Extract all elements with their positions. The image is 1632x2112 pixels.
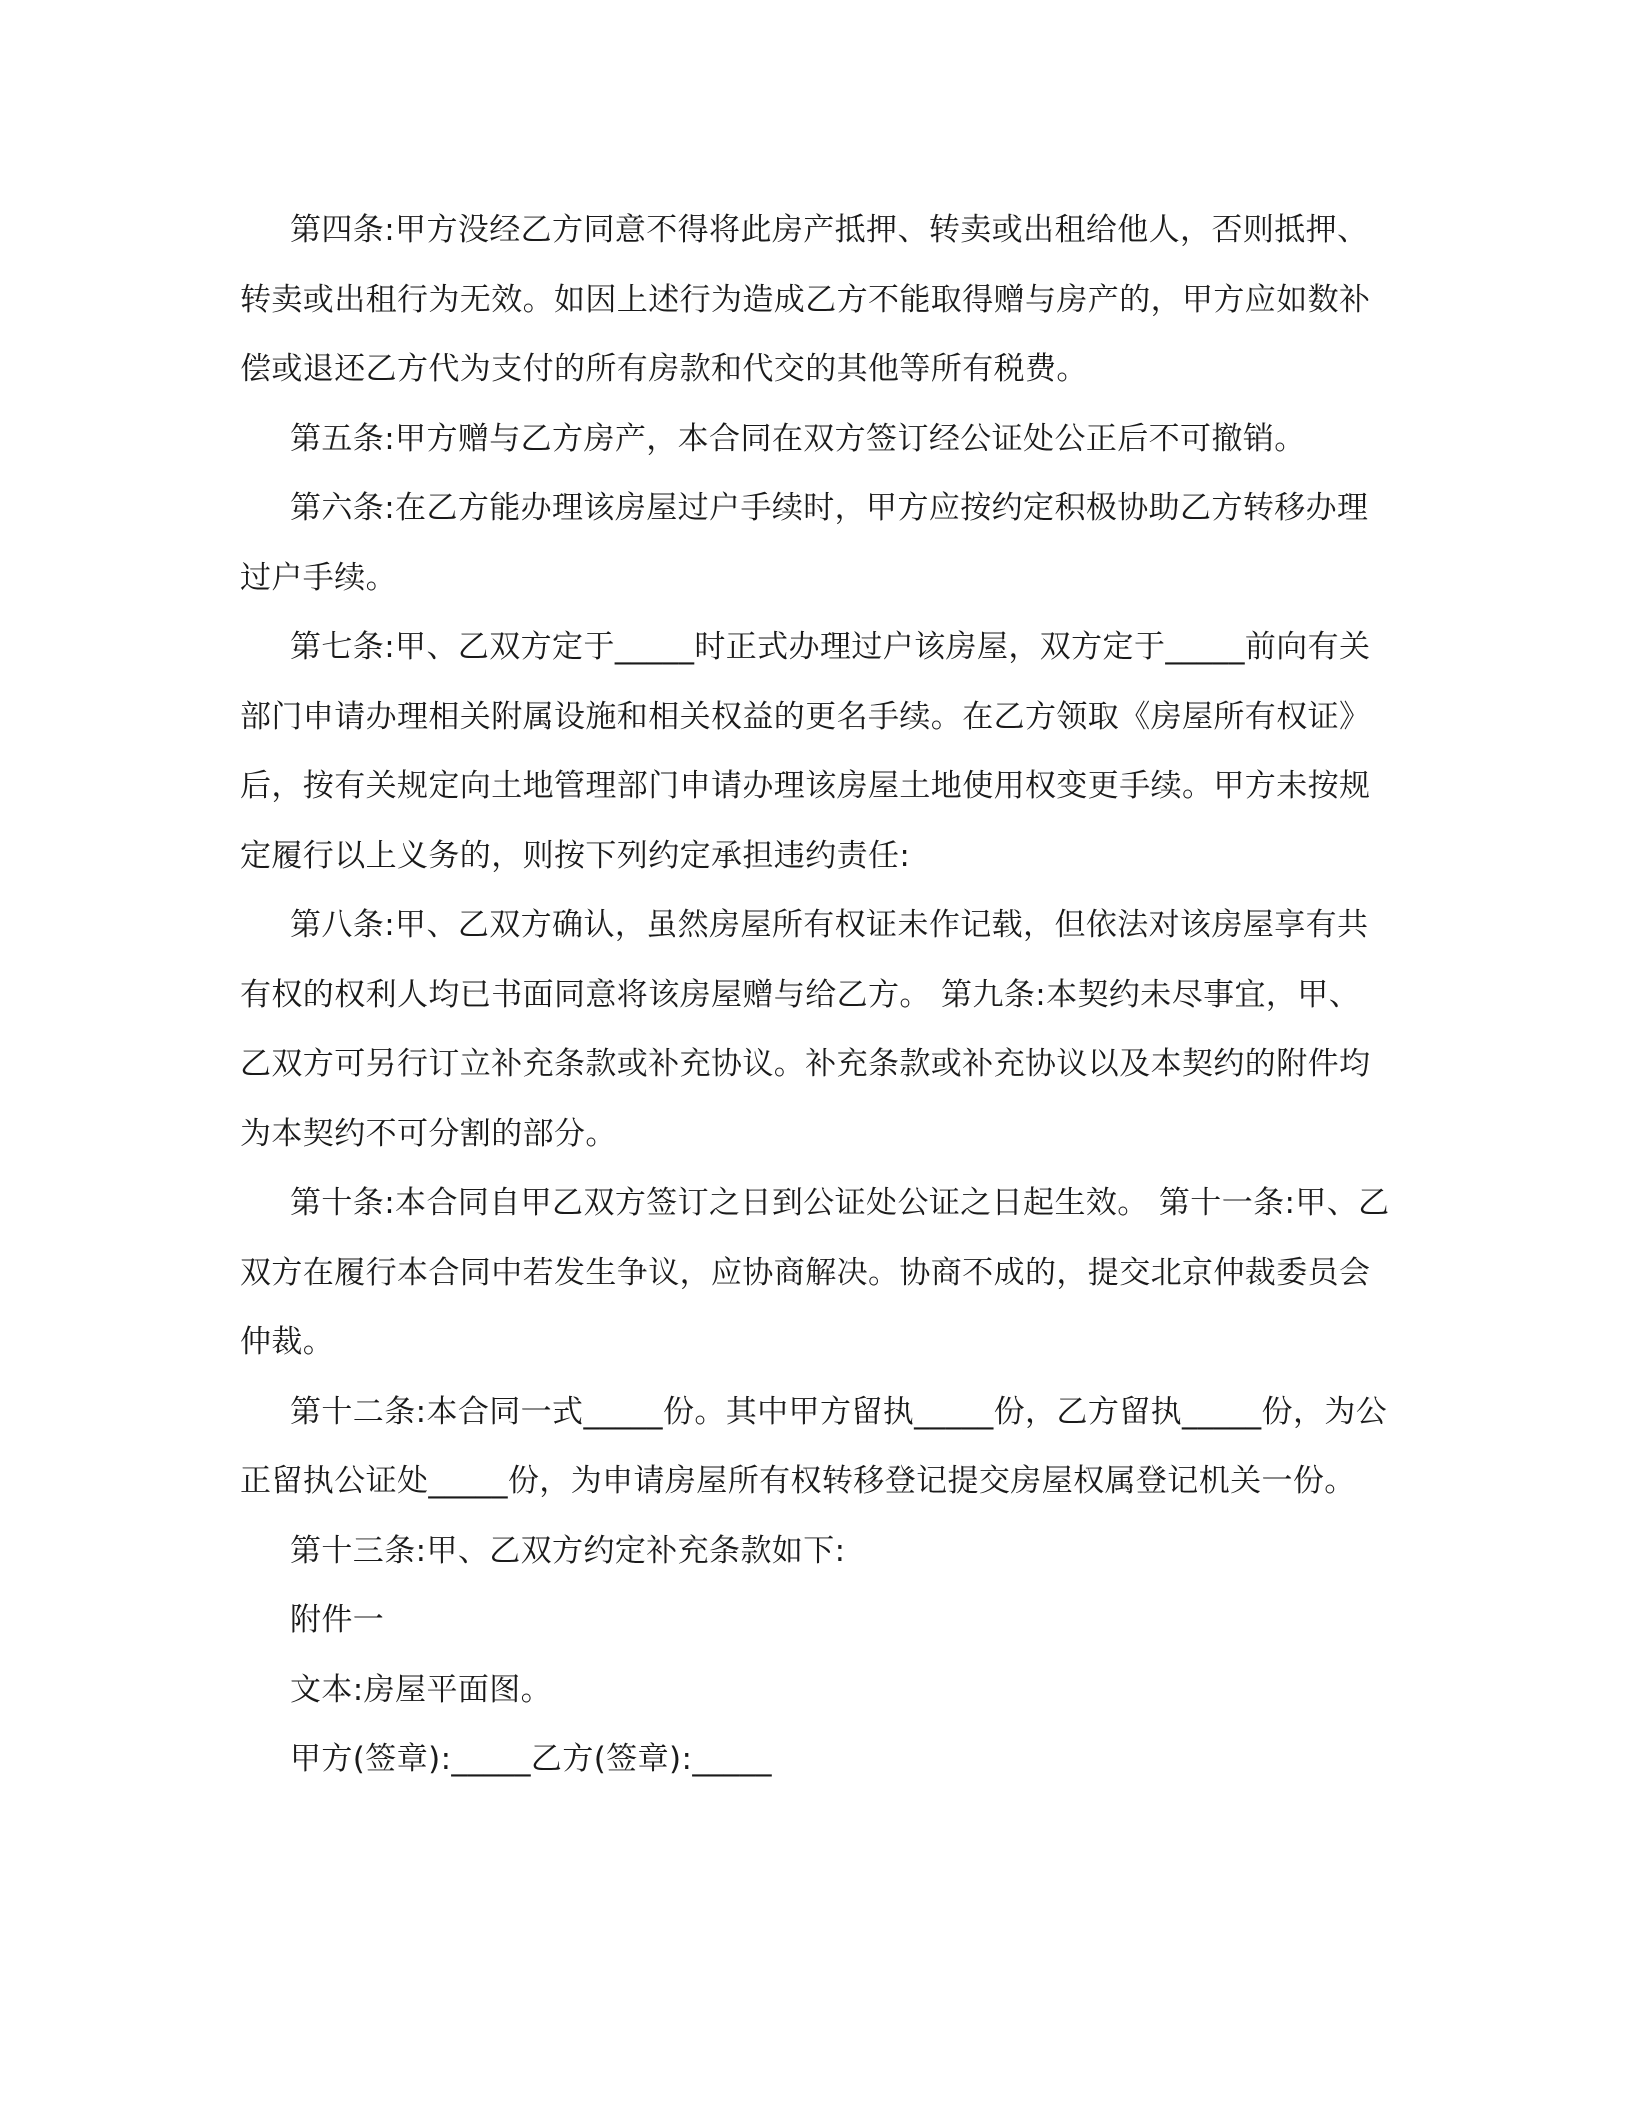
document-body: [240, 196, 1390, 1795]
article-8-9-paragraph: 第八条:甲、乙双方确认，虽然房屋所有权证未作记载，但依法对该房屋享有共有权的权利人均已书面同意将该房屋赠与给乙方。 第九条:本契约未尽事宜，甲、乙双方可另行订立补充条款或补充协议。补充条款或补充协议以及本契约的附件均为本契约不可分割的部分。: [240, 907, 1371, 1152]
attachment-text-line: 文本:房屋平面图。: [290, 1671, 553, 1708]
signature-line: 甲方(签章):_____乙方(签章):_____: [290, 1741, 772, 1777]
article-6-paragraph: 第六条:在乙方能办理该房屋过户手续时，甲方应按约定积极协助乙方转移办理过户手续。: [240, 490, 1369, 596]
attachment-heading: 附件一: [290, 1602, 385, 1638]
article-7-paragraph: 第七条:甲、乙双方定于_____时正式办理过户该房屋，双方定于_____前向有关部门申请办理相关附属设施和相关权益的更名手续。在乙方领取《房屋所有权证》后，按有关规定向土地管理部门申请办理该房屋土地使用权变更手续。甲方未按规定履行以上义务的，则按下列约定承担违约责任:: [240, 629, 1371, 874]
article-12-paragraph: 第十二条:本合同一式_____份。其中甲方留执_____份，乙方留执_____份，为公正留执公证处_____份，为申请房屋所有权转移登记提交房屋权属登记机关一份。: [240, 1393, 1388, 1499]
article-13-paragraph: 第十三条:甲、乙双方约定补充条款如下:: [290, 1532, 846, 1569]
article-10-11-paragraph: 第十条:本合同自甲乙双方签订之日到公证处公证之日起生效。 第十一条:甲、乙双方在履行本合同中若发生争议，应协商解决。协商不成的，提交北京仲裁委员会仲裁。: [240, 1185, 1390, 1360]
article-5-paragraph: 第五条:甲方赠与乙方房产，本合同在双方签订经公证处公正后不可撤销。: [290, 420, 1306, 457]
article-4-paragraph: 第四条:甲方没经乙方同意不得将此房产抵押、转卖或出租给他人，否则抵押、转卖或出租行为无效。如因上述行为造成乙方不能取得赠与房产的，甲方应如数补偿或退还乙方代为支付的所有房款和代交的其他等所有税费。: [240, 212, 1371, 387]
